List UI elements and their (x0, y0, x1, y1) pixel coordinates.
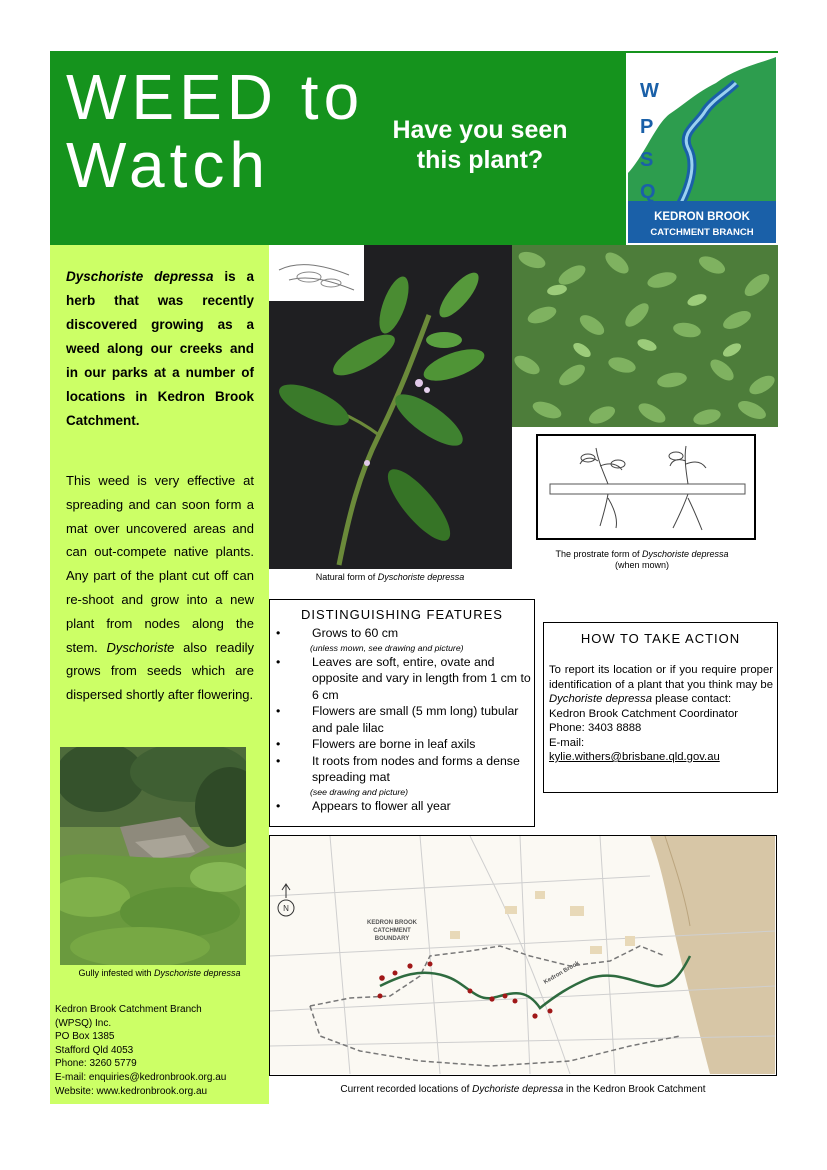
map-caption-species: Dychoriste depressa (472, 1084, 564, 1095)
gully-photo (60, 747, 246, 965)
map-creek-label: Kedron Brook (543, 960, 581, 986)
feature-text: Flowers are small (5 mm long) tubular and pale lilac (312, 704, 519, 735)
page-title: WEED to Watch (66, 61, 365, 201)
logo-letter-p: P (640, 116, 654, 138)
page-subtitle: Have you seen this plant? (392, 116, 568, 174)
action-text: To report its location or if you require proper identification of a plant that you think may be (549, 664, 773, 691)
feature-text: It roots from nodes and forms a dense spreading mat (312, 753, 520, 784)
wpsq-logo (626, 53, 778, 245)
gully-caption (50, 968, 269, 978)
feature-item (270, 625, 534, 654)
features-list (270, 625, 534, 814)
drawing-caption-prefix: The prostrate form of (555, 549, 642, 559)
map-boundary-label: BOUNDARY (374, 936, 410, 942)
bullet-icon: • (276, 626, 281, 640)
drawing-caption-suffix: (when mown) (614, 560, 670, 570)
action-email-label: E-mail: (549, 736, 585, 749)
prostrate-drawing (536, 434, 756, 540)
feature-text: Flowers are borne in leaf axils (312, 737, 476, 751)
bullet-icon: • (276, 737, 281, 751)
action-contact-name: Kedron Brook Catchment Coordinator (549, 707, 739, 720)
feature-item (270, 736, 534, 753)
contact-line: (WPSQ) Inc. (55, 1017, 112, 1029)
spread-paragraph (66, 469, 254, 707)
plant-photo (269, 245, 512, 569)
action-species: Dychoriste depressa (549, 693, 652, 705)
action-body (549, 663, 773, 765)
feature-note: (unless mown, see drawing and picture) (310, 642, 464, 653)
drawing-caption-species: Dyschoriste depressa (642, 549, 729, 559)
contact-line: Kedron Brook Catchment Branch (55, 1004, 202, 1015)
feature-text: Appears to flower all year (312, 798, 451, 813)
contact-line: PO Box 1385 (55, 1031, 115, 1043)
feature-item (270, 654, 534, 704)
contact-email[interactable]: E-mail: enquiries@kedronbrook.org.au (55, 1071, 227, 1083)
intro-paragraph (66, 265, 254, 433)
action-phone: Phone: 3403 8888 (549, 722, 642, 734)
plant-caption-species: Dyschoriste depressa (377, 572, 465, 582)
action-box (543, 622, 778, 793)
action-email-link[interactable]: kylie.withers@brisbane.qld.gov.au (549, 751, 720, 763)
features-heading: DISTINGUISHING FEATURES (301, 607, 503, 622)
branch-contact (55, 1003, 265, 1098)
features-box (269, 599, 535, 827)
spread-text-a: This weed is very effective at spreading and can soon form a mat over uncovered areas and can out-compete native plants. Any part of the plant cut off can re-shoot and grow into a new plant from nodes along the stem. (66, 473, 254, 655)
plant-caption (290, 572, 490, 582)
feature-item (270, 798, 534, 815)
header-banner (50, 51, 778, 245)
spread-species: Dyschoriste (106, 639, 175, 655)
contact-line: Stafford Qld 4053 (55, 1044, 134, 1056)
action-text-b: please contact: (651, 693, 732, 705)
map-caption (269, 1084, 777, 1095)
spread-text-b: also readily grows from seeds which are dispersed shortly after flowering. (66, 639, 254, 703)
logo-letter-s: S (640, 149, 654, 171)
bullet-icon: • (276, 654, 281, 669)
gully-caption-species: Dyschoriste depressa (154, 968, 241, 978)
logo-line-2: CATCHMENT BRANCH (650, 227, 754, 238)
map-caption-suffix: in the Kedron Brook Catchment (563, 1084, 706, 1095)
bullet-icon: • (276, 798, 281, 813)
logo-line-1: KEDRON BROOK (654, 211, 750, 223)
bullet-icon: • (276, 704, 281, 718)
mat-photo (512, 245, 778, 427)
map-caption-prefix: Current recorded locations of (340, 1084, 473, 1095)
intro-text: is a herb that was recently discovered growing as a weed along our creeks and in our parks at a number of locations in Kedron Brook Catchment. (66, 269, 254, 428)
logo-letter-q: Q (640, 181, 656, 203)
map-boundary-label: CATCHMENT (373, 928, 411, 934)
logo-letter-w: W (640, 80, 659, 102)
intro-species: Dyschoriste depressa (66, 269, 214, 284)
contact-phone: Phone: 3260 5779 (55, 1058, 137, 1070)
plant-caption-prefix: Natural form of (315, 572, 378, 582)
contact-website[interactable]: Website: www.kedronbrook.org.au (55, 1085, 208, 1097)
north-arrow-label: N (283, 904, 289, 913)
feature-text: Leaves are soft, entire, ovate and opposite and vary in length from 1 cm to 6 cm (312, 654, 531, 702)
catchment-map (269, 835, 777, 1076)
feature-text: Grows to 60 cm (312, 626, 399, 640)
feature-item (270, 753, 534, 798)
action-heading: HOW TO TAKE ACTION (580, 631, 741, 646)
map-boundary-label: KEDRON BROOK (366, 920, 418, 926)
bullet-icon: • (276, 753, 281, 768)
feature-item (270, 703, 534, 736)
feature-note: (see drawing and picture) (310, 786, 409, 797)
left-info-panel (50, 245, 269, 1104)
gully-caption-prefix: Gully infested with (78, 968, 154, 978)
drawing-caption (536, 549, 748, 571)
